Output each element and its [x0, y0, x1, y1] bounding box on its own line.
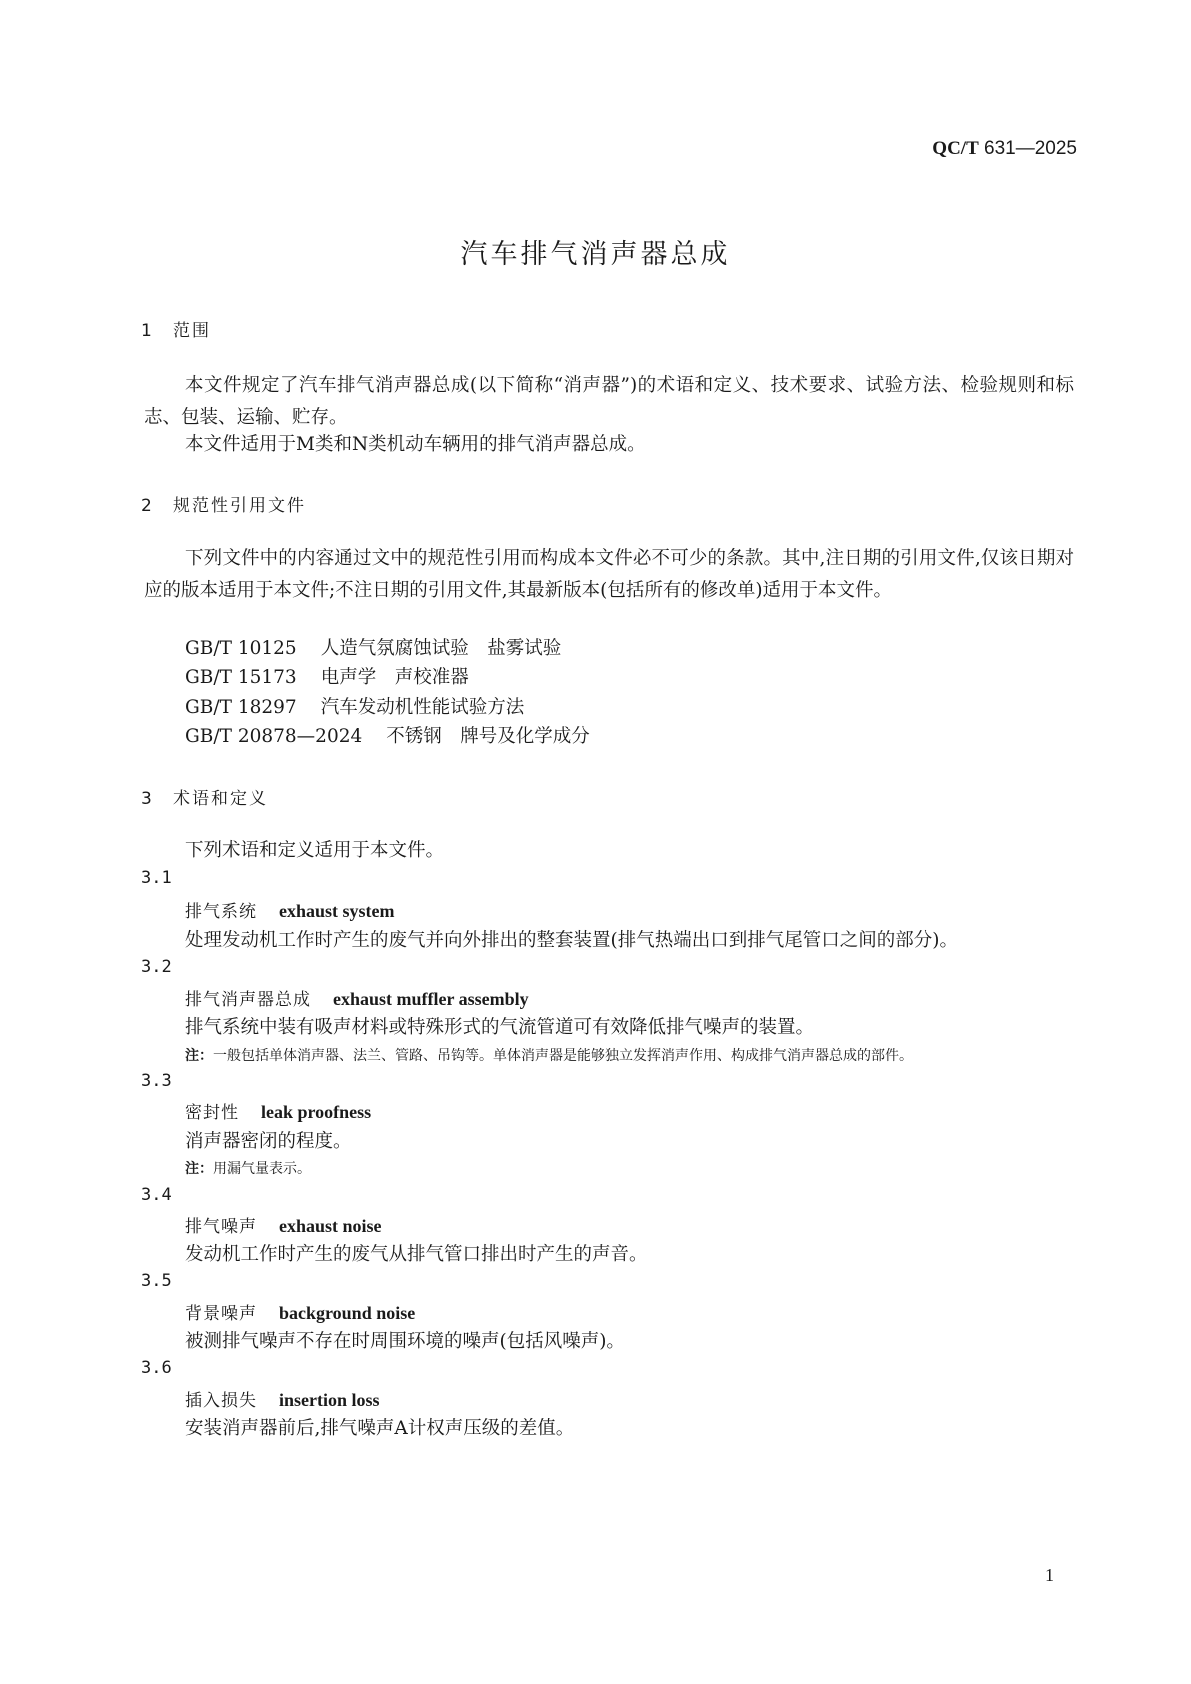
term-en: exhaust noise [279, 1216, 382, 1236]
note-label: 注： [185, 1161, 213, 1177]
term-entry [185, 1212, 382, 1237]
document-title: 汽车排气消声器总成 [460, 239, 731, 270]
term-definition: 发动机工作时产生的废气从排气管口排出时产生的声音。 [185, 1244, 648, 1265]
clause-number: 3.1 [141, 868, 172, 888]
reference-title: 人造气氛腐蚀试验 盐雾试验 [320, 638, 562, 659]
term-entry [185, 1098, 371, 1123]
section-heading-scope [141, 316, 211, 341]
note-label: 注： [185, 1048, 213, 1064]
section-number: 3 [141, 789, 152, 809]
term-entry [185, 897, 395, 922]
term-zh: 排气系统 [185, 902, 257, 922]
term-zh: 排气消声器总成 [185, 990, 311, 1010]
term-note [185, 1158, 311, 1178]
reference-title: 不锈钢 牌号及化学成分 [386, 726, 590, 747]
section-heading-terms-definitions [141, 784, 268, 809]
term-entry [185, 1299, 415, 1324]
reference-item [185, 634, 561, 660]
term-entry [185, 985, 529, 1010]
section-title: 规范性引用文件 [173, 496, 306, 516]
section-number: 2 [141, 496, 152, 516]
paragraph: 下列术语和定义适用于本文件。 [185, 840, 445, 861]
term-note [185, 1045, 913, 1065]
standard-number: 631—2025 [984, 138, 1077, 159]
clause-number: 3.6 [141, 1358, 172, 1378]
term-definition: 被测排气噪声不存在时周围环境的噪声(包括风噪声)。 [185, 1331, 625, 1352]
term-zh: 背景噪声 [185, 1304, 257, 1324]
term-zh: 插入损失 [185, 1391, 257, 1411]
paragraph: 下列文件中的内容通过文中的规范性引用而构成本文件必不可少的条款。其中,注日期的引用文件,仅该日期对应的版本适用于本文件;不注日期的引用文件,其最新版本(包括所有的修改单)适用于本文件。 [144, 548, 1074, 601]
page-number: 1 [1045, 1565, 1054, 1585]
reference-item [185, 663, 469, 689]
term-definition: 消声器密闭的程度。 [185, 1131, 352, 1152]
reference-item [185, 693, 524, 719]
standard-prefix: QC/T [932, 138, 979, 159]
paragraph: 本文件规定了汽车排气消声器总成(以下简称“消声器”)的术语和定义、技术要求、试验方法、检验规则和标志、包装、运输、贮存。 [144, 375, 1074, 428]
note-text: 用漏气量表示。 [213, 1161, 311, 1177]
term-en: leak proofness [261, 1102, 372, 1122]
reference-code: GB/T 20878—2024 [185, 726, 363, 747]
clause-number: 3.4 [141, 1185, 172, 1205]
standard-code [932, 138, 1077, 160]
reference-item [185, 722, 590, 748]
term-definition: 处理发动机工作时产生的废气并向外排出的整套装置(排气热端出口到排气尾管口之间的部分)。 [185, 930, 958, 951]
term-en: insertion loss [279, 1390, 380, 1410]
clause-number: 3.3 [141, 1071, 172, 1091]
term-en: exhaust muffler assembly [333, 989, 529, 1009]
term-en: exhaust system [279, 901, 395, 921]
reference-code: GB/T 18297 [185, 697, 297, 718]
term-entry [185, 1386, 380, 1411]
section-title: 术语和定义 [173, 789, 268, 809]
reference-code: GB/T 15173 [185, 667, 297, 688]
reference-code: GB/T 10125 [185, 638, 297, 659]
term-definition: 排气系统中装有吸声材料或特殊形式的气流管道可有效降低排气噪声的装置。 [185, 1017, 815, 1038]
term-zh: 密封性 [185, 1103, 239, 1123]
clause-number: 3.2 [141, 957, 172, 977]
reference-title: 电声学 声校准器 [320, 667, 469, 688]
section-title: 范围 [173, 321, 211, 341]
reference-title: 汽车发动机性能试验方法 [320, 697, 525, 718]
section-number: 1 [141, 321, 152, 341]
paragraph: 本文件适用于M类和N类机动车辆用的排气消声器总成。 [185, 434, 646, 455]
term-en: background noise [279, 1303, 416, 1323]
term-definition: 安装消声器前后,排气噪声A计权声压级的差值。 [185, 1418, 575, 1439]
clause-number: 3.5 [141, 1271, 172, 1291]
term-zh: 排气噪声 [185, 1217, 257, 1237]
section-heading-normative-references [141, 491, 306, 516]
note-text: 一般包括单体消声器、法兰、管路、吊钩等。单体消声器是能够独立发挥消声作用、构成排气消声器总成的部件。 [213, 1048, 913, 1064]
